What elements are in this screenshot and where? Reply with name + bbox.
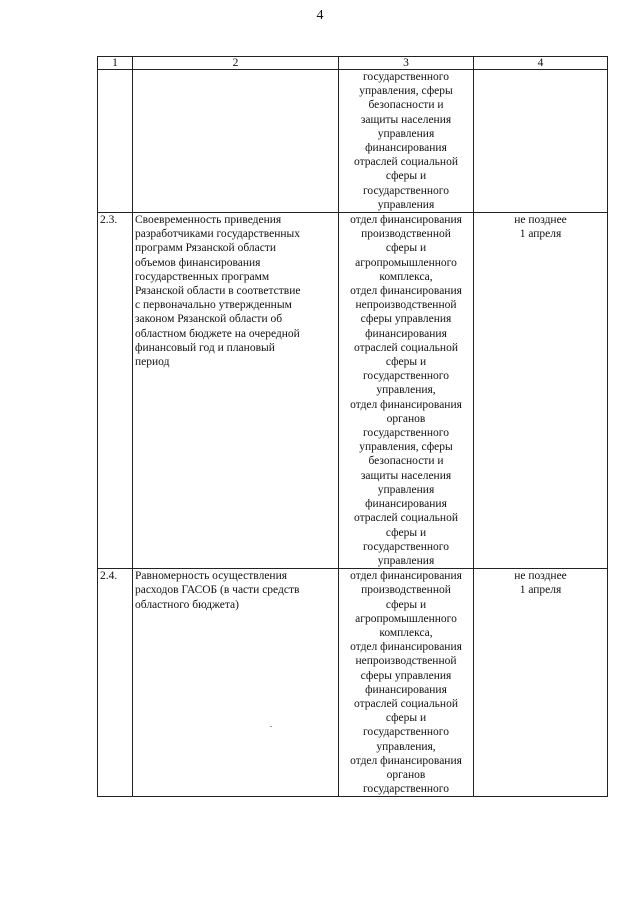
scan-speck: [270, 726, 272, 727]
measure-description-line: период: [135, 356, 170, 369]
row-number: 2.4.: [98, 569, 133, 797]
responsible-unit: [339, 213, 474, 569]
table-row: [98, 569, 608, 797]
measure-description-line: Равномерность осуществления: [135, 570, 288, 583]
responsible-unit-line: защиты населения: [360, 469, 452, 482]
responsible-unit-line: государственного: [363, 71, 449, 83]
responsible-unit-line: сферы и: [385, 170, 427, 183]
responsible-unit-line: управления, сферы: [359, 85, 453, 98]
responsible-unit-line: отдел финансирования: [350, 641, 462, 654]
responsible-unit-line: финансирования: [365, 327, 447, 340]
responsible-unit-line: отраслей социальной: [353, 697, 458, 710]
responsible-unit-line: управления, сферы: [359, 441, 453, 454]
responsible-unit-line: сферы и: [385, 598, 427, 611]
responsible-unit-line: сферы и: [385, 242, 427, 255]
responsible-unit-line: отраслей социальной: [353, 156, 458, 169]
measure-description: [133, 70, 339, 213]
responsible-unit-line: комплекса,: [379, 270, 433, 283]
responsible-unit-line: производственной: [361, 228, 451, 241]
responsible-unit-line: органов: [386, 412, 426, 425]
responsible-unit-line: управления: [377, 127, 435, 140]
responsible-unit: [339, 569, 474, 797]
deadline-line: не позднее: [514, 570, 567, 583]
responsible-unit-line: государственного: [363, 427, 449, 440]
responsible-unit-line: государственного: [363, 540, 449, 553]
responsible-unit-line: управления: [377, 198, 435, 211]
column-header-4: 4: [474, 57, 608, 70]
responsible-unit-line: агропромышленного: [355, 612, 457, 625]
responsible-unit-line: органов: [386, 768, 426, 781]
responsible-unit-line: финансирования: [365, 683, 447, 696]
responsible-unit-line: отдел финансирования: [350, 570, 462, 583]
measure-description-line: с первоначально утвержденным: [135, 299, 292, 312]
deadline-line: не позднее: [514, 214, 567, 227]
responsible-unit-line: сферы и: [385, 526, 427, 539]
responsible-unit-line: управления: [377, 554, 435, 567]
deadline: [474, 569, 608, 797]
page-number: 4: [316, 8, 324, 23]
responsible-unit-line: финансирования: [365, 498, 447, 511]
table-header-row: [98, 57, 608, 70]
responsible-unit-line: отдел финансирования: [350, 285, 462, 298]
responsible-unit-line: комплекса,: [379, 626, 433, 639]
responsible-unit: [339, 70, 474, 213]
responsible-unit-line: агропромышленного: [355, 256, 457, 269]
column-header-2: 2: [133, 57, 339, 70]
responsible-unit-line: государственного: [363, 726, 449, 739]
measure-description-line: областного бюджета): [135, 598, 239, 611]
responsible-unit-line: государственного: [363, 184, 449, 197]
responsible-unit-line: сферы и: [385, 712, 427, 725]
measure-description-line: областном бюджете на очередной: [135, 327, 300, 340]
responsible-unit-line: государственного: [363, 783, 449, 796]
responsible-unit-line: отдел финансирования: [350, 214, 462, 227]
responsible-unit-line: сферы управления: [360, 313, 452, 326]
row-number: 2.3.: [98, 213, 133, 569]
responsible-unit-line: отраслей социальной: [353, 512, 458, 525]
measure-description-line: государственных программ: [135, 270, 270, 283]
deadline-line: 1 апреля: [519, 584, 562, 597]
responsible-unit-line: управления,: [376, 384, 436, 397]
measure-description-line: программ Рязанской области: [135, 242, 277, 255]
responsible-unit-line: защиты населения: [360, 113, 452, 126]
table-row: [98, 213, 608, 569]
deadline: [474, 213, 608, 569]
responsible-unit-line: непроизводственной: [355, 299, 457, 312]
responsible-unit-line: сферы управления: [360, 669, 452, 682]
responsible-unit-line: отраслей социальной: [353, 341, 458, 354]
measure-description: [133, 213, 339, 569]
responsible-unit-line: безопасности и: [368, 455, 444, 468]
deadline-line: 1 апреля: [519, 228, 562, 241]
column-header-1: 1: [98, 57, 133, 70]
column-header-3: 3: [339, 57, 474, 70]
plan-table: [97, 56, 608, 797]
measure-description-line: Своевременность приведения: [135, 214, 282, 227]
responsible-unit-line: финансирования: [365, 142, 447, 155]
measure-description-line: объемов финансирования: [135, 256, 261, 269]
responsible-unit-line: непроизводственной: [355, 655, 457, 668]
responsible-unit-line: сферы и: [385, 356, 427, 369]
responsible-unit-line: безопасности и: [368, 99, 444, 112]
table-row: [98, 70, 608, 213]
measure-description-line: разработчиками государственных: [135, 228, 301, 241]
measure-description-line: финансовый год и плановый: [135, 341, 275, 354]
measure-description: [133, 569, 339, 797]
deadline: [474, 70, 608, 213]
responsible-unit-line: производственной: [361, 584, 451, 597]
measure-description-line: Рязанской области в соответствие: [135, 285, 301, 298]
row-number: [98, 70, 133, 213]
measure-description-line: законом Рязанской области об: [135, 313, 283, 326]
responsible-unit-line: отдел финансирования: [350, 398, 462, 411]
responsible-unit-line: отдел финансирования: [350, 754, 462, 767]
responsible-unit-line: управления,: [376, 740, 436, 753]
responsible-unit-line: государственного: [363, 370, 449, 383]
responsible-unit-line: управления: [377, 483, 435, 496]
measure-description-line: расходов ГАСОБ (в части средств: [135, 584, 300, 597]
